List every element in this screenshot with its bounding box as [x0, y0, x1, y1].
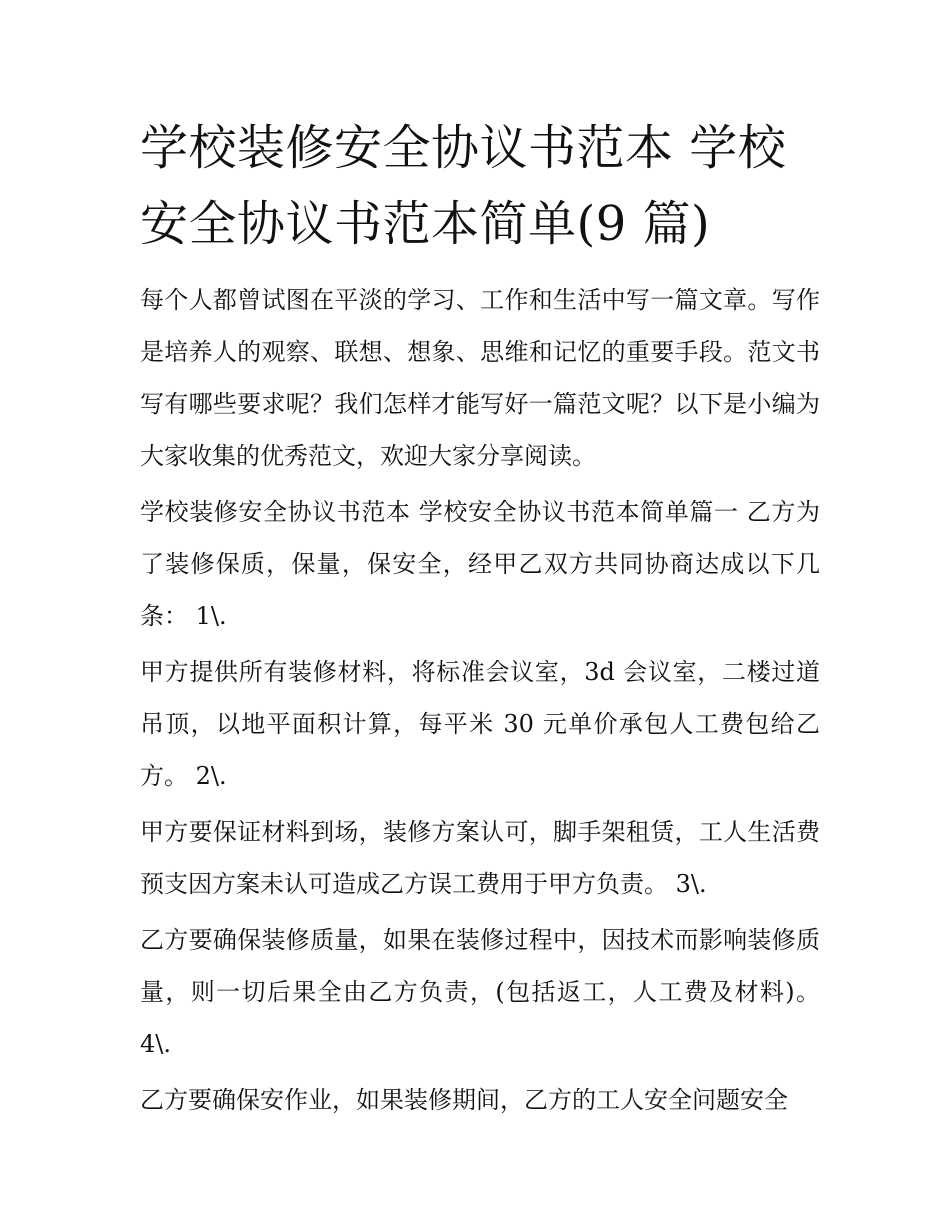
paragraph-1: 学校装修安全协议书范本 学校安全协议书范本简单篇一 乙方为了装修保质，保量，保安全，经甲乙双方共同协商达成以下几条： 1\. [140, 498, 820, 630]
paragraph-3: 甲方要保证材料到场，装修方案认可，脚手架租赁，工人生活费预支因方案未认可造成乙方误工费用于甲方负责。 3\. [140, 818, 820, 898]
paragraph-4: 乙方要确保装修质量，如果在装修过程中，因技术而影响装修质量，则一切后果全由乙方负责，(包括返工，人工费及材料)。 4\. [140, 926, 820, 1058]
paragraph-2: 甲方提供所有装修材料，将标准会议室，3d 会议室，二楼过道吊顶，以地平面积计算，每平米 30 元单价承包人工费包给乙方。 2\. [140, 658, 820, 790]
document-title: 学校装修安全协议书范本 学校安全协议书范本简单(9 篇) [140, 120, 787, 252]
paragraph-intro: 每个人都曾试图在平淡的学习、工作和生活中写一篇文章。写作是培养人的观察、联想、想象、思维和记忆的重要手段。范文书写有哪些要求呢？我们怎样才能写好一篇范文呢？以下是小编为大家收集的优秀范文，欢迎大家分享阅读。 [140, 286, 820, 470]
document-body [140, 274, 820, 1126]
paragraph-5: 乙方要确保安作业，如果装修期间，乙方的工人安全问题安全 [140, 1086, 788, 1114]
